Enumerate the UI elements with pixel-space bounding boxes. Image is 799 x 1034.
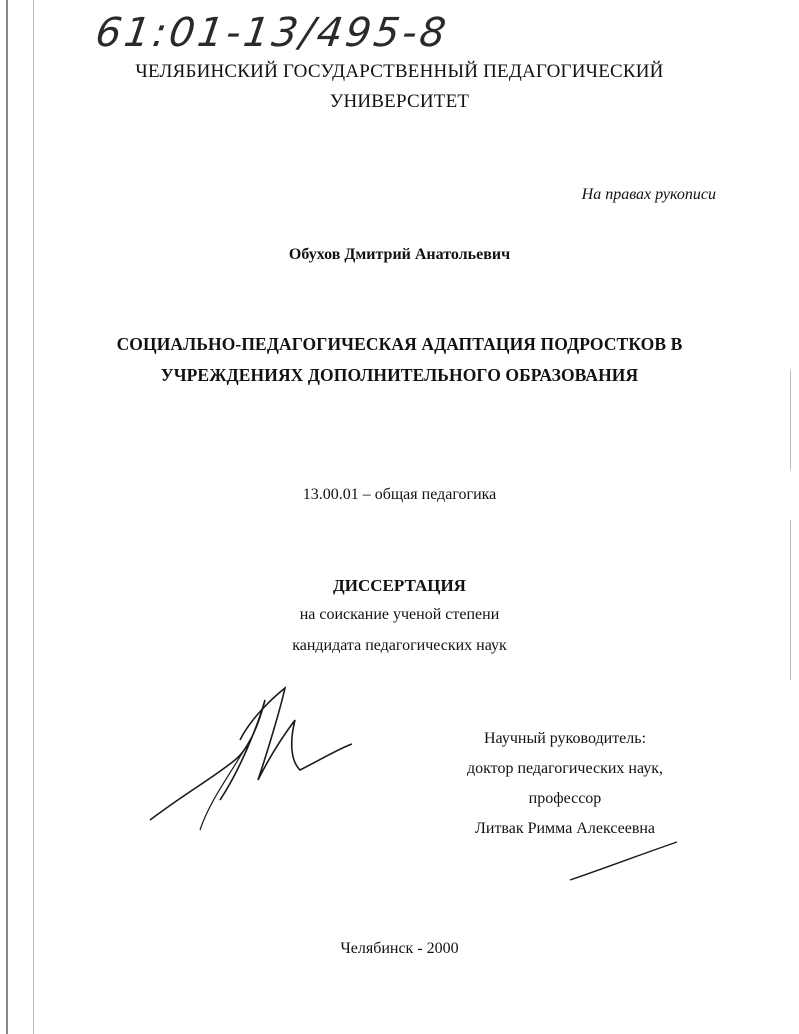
- dissertation-degree-line-1: на соискание ученой степени: [299, 606, 500, 623]
- supervisor-signature: [565, 838, 685, 888]
- scan-right-edge-lower: [790, 520, 791, 680]
- supervisor-degree: доктор педагогических наук,: [466, 760, 664, 777]
- title-line-1: СОЦИАЛЬНО-ПЕДАГОГИЧЕСКАЯ АДАПТАЦИЯ ПОДРОСТКОВ В: [116, 334, 683, 354]
- author-signature: [140, 680, 370, 840]
- university-line-2: УНИВЕРСИТЕТ: [329, 91, 470, 112]
- archive-code-handwritten: 61:01-13/495-8: [92, 10, 452, 56]
- scan-left-edge-inner: [33, 0, 34, 1034]
- supervisor-rank: профессор: [528, 790, 602, 807]
- title-line-2: УЧРЕЖДЕНИЯХ ДОПОЛНИТЕЛЬНОГО ОБРАЗОВАНИЯ: [160, 365, 639, 385]
- place-year: Челябинск - 2000: [340, 940, 459, 957]
- scan-left-edge: [6, 0, 8, 1034]
- university-line-1: ЧЕЛЯБИНСКИЙ ГОСУДАРСТВЕННЫЙ ПЕДАГОГИЧЕСКИЙ: [135, 61, 664, 82]
- author-name: Обухов Дмитрий Анатольевич: [288, 246, 511, 263]
- rights-note: На правах рукописи: [581, 186, 716, 203]
- dissertation-degree-line-2: кандидата педагогических наук: [292, 637, 507, 654]
- specialty-code: 13.00.01 – общая педагогика: [302, 486, 497, 503]
- supervisor-name: Литвак Римма Алексеевна: [474, 820, 656, 837]
- supervisor-label: Научный руководитель:: [483, 730, 647, 747]
- dissertation-heading: ДИССЕРТАЦИЯ: [333, 576, 466, 595]
